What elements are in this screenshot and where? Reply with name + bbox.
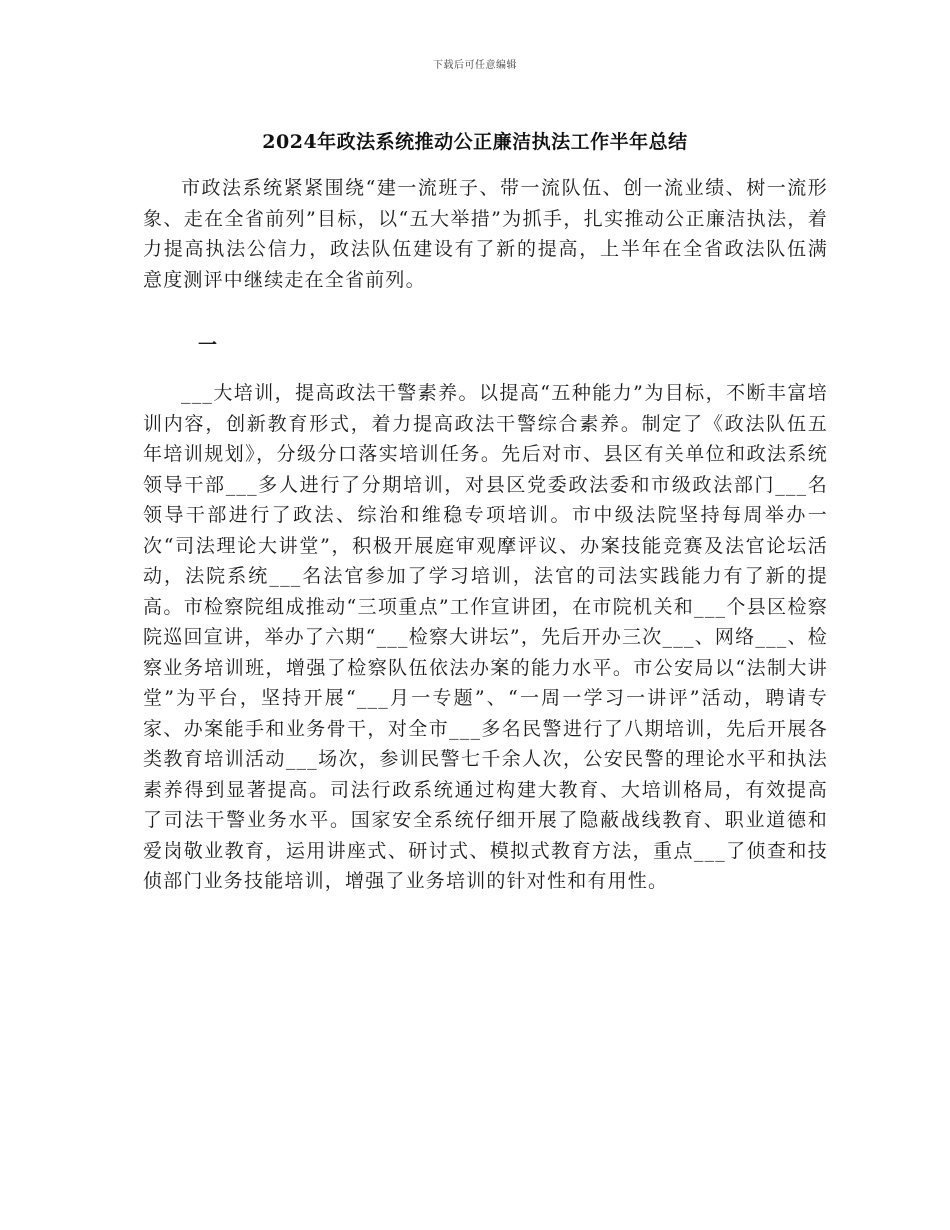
section-marker: 一 xyxy=(198,334,219,356)
intro-paragraph: 市政法系统紧紧围绕“建一流班子、带一流队伍、创一流业绩、树一流形象、走在全省前列”目标，以“五大举措”为抓手，扎实推动公正廉洁执法，着力提高执法公信力，政法队伍建设有了新的提高，上半年在全省政法队伍满意度测评中继续走在全省前列。 xyxy=(143,177,828,291)
document-title: 2024年政法系统推动公正廉洁执法工作半年总结 xyxy=(262,131,688,153)
section-paragraph: ___大培训，提高政法干警素养。以提高“五种能力”为目标，不断丰富培训内容，创新教育形式，着力提高政法干警综合素养。制定了《政法队伍五年培训规划》，分级分口落实培训任务。先后对市、县区有关单位和政法系统领导干部___多人进行了分期培训，对县区党委政法委和市级政法部门___名领导干部进行了政法、综治和维稳专项培训。市中级法院坚持每周举办一次“司法理论大讲堂”，积极开展庭审观摩评议、办案技能竞赛及法官论坛活动，法院系统___名法官参加了学习培训，法官的司法实践能力有了新的提高。市检察院组成推动“三项重点”工作宣讲团，在市院机关和___个县区检察院巡回宣讲，举办了六期“___检察大讲坛”，先后开办三次___、网络___、检察业务培训班，增强了检察队伍依法办案的能力水平。市公安局以“法制大讲堂”为平台，坚持开展“___月一专题”、“一周一学习一讲评”活动，聘请专家、办案能手和业务骨干，对全市___多名民警进行了八期培训，先后开展各类教育培训活动___场次，参训民警七千余人次，公安民警的理论水平和执法素养得到显著提高。司法行政系统通过构建大教育、大培训格局，有效提高了司法干警业务水平。国家安全系统仔细开展了隐蔽战线教育、职业道德和爱岗敬业教育，运用讲座式、研讨式、模拟式教育方法，重点___了侦查和技侦部门业务技能培训，增强了业务培训的针对性和有用性。 xyxy=(143,382,828,892)
download-note: 下载后可任意编辑 xyxy=(433,60,517,71)
